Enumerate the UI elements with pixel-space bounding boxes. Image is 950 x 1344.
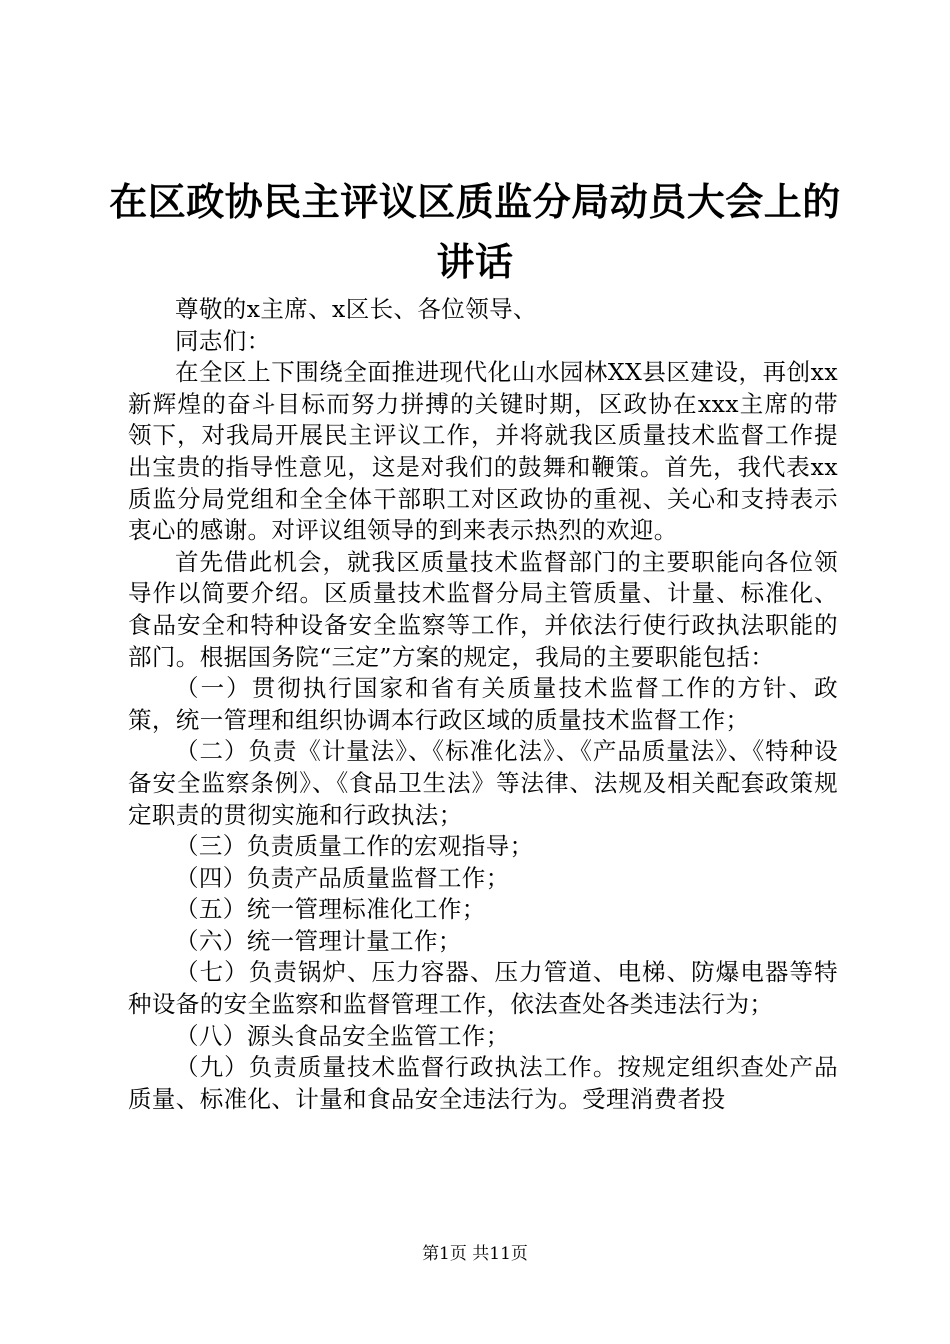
list-item: （一）贯彻执行国家和省有关质量技术监督工作的方针、政策，统一管理和组织协调本行政区域的质量技术监督工作； xyxy=(128,674,838,734)
document-title: 在区政协民主评议区质监分局动员大会上的讲话 xyxy=(109,180,841,284)
document-body xyxy=(128,294,838,1115)
body-paragraph: 首先借此机会，就我区质量技术监督部门的主要职能向各位领导作以简要介绍。区质量技术监督分局主管质量、计量、标准化、食品安全和特种设备安全监察等工作，并依法行使行政执法职能的部门。根据国务院“三定”方案的规定，我局的主要职能包括： xyxy=(128,547,838,671)
list-item: （三）负责质量工作的宏观指导； xyxy=(175,832,534,861)
list-item: （八）源头食品安全监管工作； xyxy=(175,1021,510,1050)
salutation-line: 尊敬的x主席、x区长、各位领导、 xyxy=(175,295,537,323)
list-item: （四）负责产品质量监督工作； xyxy=(175,863,510,892)
page-number-footer: 第1页 共11页 xyxy=(422,1244,528,1264)
list-item: （六）统一管理计量工作； xyxy=(175,926,462,955)
salutation-line: 同志们： xyxy=(175,326,271,355)
list-item: （七）负责锅炉、压力容器、压力管道、电梯、防爆电器等特种设备的安全监察和监督管理工作，依法查处各类违法行为； xyxy=(128,958,838,1019)
list-item: （二）负责《计量法》、《标准化法》、《产品质量法》、《特种设备安全监察条例》、《食品卫生法》等法律、法规及相关配套政策规定职责的贯彻实施和行政执法； xyxy=(128,737,838,829)
list-item: （九）负责质量技术监督行政执法工作。按规定组织查处产品质量、标准化、计量和食品安全违法行为。受理消费者投 xyxy=(128,1053,838,1113)
list-item: （五）统一管理标准化工作； xyxy=(175,895,486,924)
body-paragraph: 在全区上下围绕全面推进现代化山水园林XX县区建设，再创xx新辉煌的奋斗目标而努力拼搏的关键时期，区政协在xxx主席的带领下，对我局开展民主评议工作，并将就我区质量技术监督工作提出宝贵的指导性意见，这是对我们的鼓舞和鞭策。首先，我代表xx质监分局党组和全全体干部职工对区政协的重视、关心和支持表示衷心的感谢。对评议组领导的到来表示热烈的欢迎。 xyxy=(128,358,838,545)
